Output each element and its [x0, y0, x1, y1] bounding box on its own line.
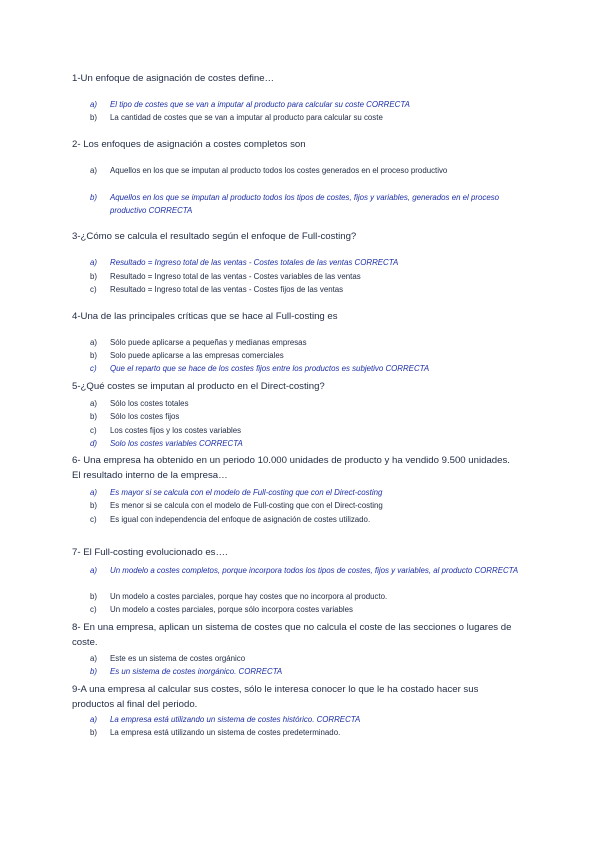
- option-letter: a): [90, 100, 98, 109]
- option-text: La cantidad de costes que se van a imputar al producto para calcular su coste: [110, 113, 383, 122]
- option-letter: a): [90, 654, 98, 663]
- option-text: El tipo de costes que se van a imputar al producto para calcular su coste CORRECTA: [110, 100, 410, 109]
- question-4-option-a: [90, 336, 530, 349]
- option-text: Aquellos en los que se imputan al producto todos los tipos de costes, fijos y variables, generados en el proceso productivo CORRECTA: [110, 193, 500, 216]
- option-letter: c): [90, 364, 97, 373]
- option-letter: b): [90, 728, 98, 737]
- option-text: Un modelo a costes parciales, porque hay costes que no incorpora al producto.: [110, 592, 388, 601]
- option-text: Un modelo a costes completos, porque incorpora todos los tipos de costes, fijos y variables, al producto CORRECTA: [110, 566, 519, 575]
- option-text: Es menor si se calcula con el modelo de Full-costing que con el Direct-costing: [110, 501, 383, 510]
- option-letter: c): [90, 605, 97, 614]
- option-text: Resultado = Ingreso total de las ventas - Costes fijos de las ventas: [110, 285, 344, 294]
- option-text: Que el reparto que se hace de los costes fijos entre los productos es subjetivo CORRECTA: [110, 364, 430, 373]
- option-text: Es mayor si se calcula con el modelo de Full-costing que con el Direct-costing: [110, 488, 383, 497]
- option-letter: a): [90, 338, 98, 347]
- question-2-option-b: [90, 191, 500, 218]
- question-8-option-b: [90, 665, 530, 678]
- option-text: La empresa está utilizando un sistema de costes histórico. CORRECTA: [110, 715, 361, 724]
- option-letter: b): [90, 667, 98, 676]
- option-letter: a): [90, 566, 98, 575]
- question-3-option-c: [90, 283, 530, 296]
- option-letter: c): [90, 285, 97, 294]
- question-2-option-a: [90, 164, 500, 177]
- option-text: Sólo los costes totales: [110, 399, 189, 408]
- option-text: Resultado = Ingreso total de las ventas - Costes variables de las ventas: [110, 272, 361, 281]
- option-letter: a): [90, 399, 98, 408]
- option-letter: a): [90, 488, 98, 497]
- question-4-option-c: [90, 362, 530, 375]
- question-9-option-b: [90, 726, 530, 739]
- option-text: Los costes fijos y los costes variables: [110, 426, 242, 435]
- option-text: Solo puede aplicarse a las empresas comerciales: [110, 351, 284, 360]
- question-5-option-d: [90, 437, 530, 450]
- question-7-option-a: [90, 564, 522, 577]
- question-5-option-a: [90, 397, 530, 410]
- option-letter: b): [90, 592, 98, 601]
- option-letter: a): [90, 258, 98, 267]
- question-4: 4-Una de las principales críticas que se hace al Full-costing es: [72, 311, 338, 322]
- option-text: Sólo puede aplicarse a pequeñas y medianas empresas: [110, 338, 307, 347]
- question-6: 6- Una empresa ha obtenido en un periodo 10.000 unidades de producto y ha vendido 9.500 unidades. El resultado interno de la empresa…: [72, 455, 510, 481]
- option-text: Resultado = Ingreso total de las ventas - Costes totales de las ventas CORRECTA: [110, 258, 399, 267]
- option-text: La empresa está utilizando un sistema de costes predeterminado.: [110, 728, 341, 737]
- question-7-option-c: [90, 603, 530, 616]
- option-letter: b): [90, 501, 98, 510]
- question-1: 1-Un enfoque de asignación de costes define…: [72, 73, 275, 84]
- option-text: Es un sistema de costes inorgánico. CORRECTA: [110, 667, 283, 676]
- option-letter: c): [90, 426, 97, 435]
- question-6-option-c: [90, 513, 530, 526]
- question-7-option-b: [90, 590, 530, 603]
- option-letter: b): [90, 412, 98, 421]
- question-1-option-a: [90, 98, 530, 111]
- question-8-option-a: [90, 652, 530, 665]
- question-3-option-b: [90, 270, 530, 283]
- question-9-option-a: [90, 713, 530, 726]
- question-3-option-a: [90, 256, 530, 269]
- question-5: 5-¿Qué costes se imputan al producto en el Direct-costing?: [72, 381, 325, 392]
- option-text: Un modelo a costes parciales, porque sólo incorpora costes variables: [110, 605, 353, 614]
- option-text: Aquellos en los que se imputan al producto todos los costes generados en el proceso productivo: [110, 166, 448, 175]
- option-letter: b): [90, 272, 98, 281]
- option-text: Este es un sistema de costes orgánico: [110, 654, 246, 663]
- question-6-option-a: [90, 486, 530, 499]
- question-6-option-b: [90, 499, 530, 512]
- option-letter: d): [90, 439, 98, 448]
- option-letter: b): [90, 193, 98, 202]
- option-text: Es igual con independencia del enfoque de asignación de costes utilizado.: [110, 515, 371, 524]
- question-3: 3-¿Cómo se calcula el resultado según el enfoque de Full-costing?: [72, 231, 357, 242]
- question-7: 7- El Full-costing evolucionado es….: [72, 547, 228, 558]
- question-9: 9-A una empresa al calcular sus costes, sólo le interesa conocer lo que le ha costado hacer sus productos al final del periodo.: [72, 684, 479, 710]
- option-letter: c): [90, 515, 97, 524]
- option-letter: a): [90, 715, 98, 724]
- question-5-option-b: [90, 410, 530, 423]
- question-8: 8- En una empresa, aplican un sistema de costes que no calcula el coste de las secciones o lugares de coste.: [72, 622, 512, 648]
- option-text: Sólo los costes fijos: [110, 412, 180, 421]
- question-2: 2- Los enfoques de asignación a costes completos son: [72, 139, 306, 150]
- option-letter: b): [90, 113, 98, 122]
- question-4-option-b: [90, 349, 530, 362]
- question-1-option-b: [90, 111, 530, 124]
- question-5-option-c: [90, 424, 530, 437]
- option-letter: a): [90, 166, 98, 175]
- option-text: Solo los costes variables CORRECTA: [110, 439, 243, 448]
- option-letter: b): [90, 351, 98, 360]
